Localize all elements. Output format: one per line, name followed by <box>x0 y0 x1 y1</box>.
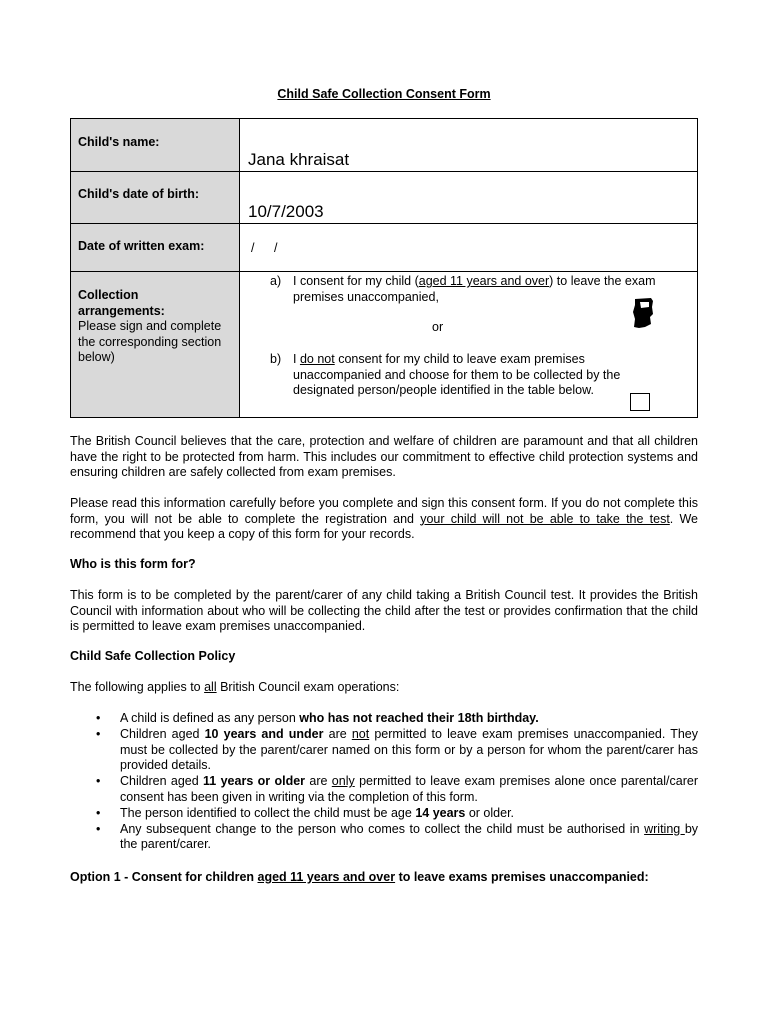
bullet-icon: • <box>96 774 101 789</box>
option-a-checkbox-filled[interactable] <box>631 297 655 329</box>
child-dob-value: 10/7/2003 <box>248 202 324 221</box>
intro-paragraph-1: The British Council believes that the care, protection and welfare of children are paramount and that all children have the right to be protected from harm. This includes our commitment to effective child protection systems and ensuring children are safely collected from exam premises. <box>70 434 698 479</box>
bullet-icon: • <box>96 821 101 836</box>
list-item: • Children aged 10 years and under are not permitted to leave exam premises unaccompanied. They must be collected by the parent/carer named on this form or by a person for whom the parent/carer has provided details. <box>96 726 699 773</box>
list-item: • A child is defined as any person who has not reached their 18th birthday. <box>96 711 539 725</box>
child-name-value: Jana khraisat <box>248 150 350 169</box>
exam-date-slash-2: / <box>274 241 278 255</box>
child-dob-label: Child's date of birth: <box>78 187 200 201</box>
bullet-icon: • <box>96 726 101 741</box>
child-name-field[interactable] <box>240 119 697 171</box>
option-b-marker: b) <box>270 352 282 366</box>
exam-date-row <box>71 224 697 272</box>
intro-paragraph-2: Please read this information carefully before you complete and sign this consent form. If you do not complete this form, you will not be able to complete the registration and your child will not be able to take the test. We recommend that you keep a copy of this form for your records. <box>70 496 698 541</box>
exam-date-label: Date of written exam: <box>78 239 205 253</box>
bullet-icon: • <box>96 805 101 820</box>
collection-row <box>71 272 697 417</box>
child-name-label: Child's name: <box>78 135 160 149</box>
collection-help-text: Please sign and complete the corresponding section below) <box>78 319 222 364</box>
policy-heading: Child Safe Collection Policy <box>70 649 236 663</box>
list-item: • Any subsequent change to the person who comes to collect the child must be authorised in writing by the parent/carer. <box>96 821 699 852</box>
child-dob-field[interactable] <box>240 172 697 223</box>
who-paragraph: This form is to be completed by the parent/carer of any child taking a British Council test. It provides the British Council with information about who will be collecting the child after the test or provides confirmation that the child is permitted to leave exam premises unaccompanied. <box>70 588 698 633</box>
list-item: • Children aged 11 years or older are only permitted to leave exam premises alone once parental/carer consent has been given in writing via the completion of this form. <box>96 774 698 804</box>
option-b-checkbox[interactable] <box>630 393 650 411</box>
option-1-heading: Option 1 - Consent for children aged 11 years and over to leave exams premises unaccompanied: <box>70 870 649 884</box>
or-separator: or <box>432 320 444 334</box>
option-a-text: I consent for my child (aged 11 years and over) to leave the exam premises unaccompanied, <box>293 274 656 304</box>
child-dob-row <box>71 172 697 224</box>
list-item: • The person identified to collect the child must be age 14 years or older. <box>96 805 515 820</box>
option-a-marker: a) <box>270 274 282 288</box>
form-title: Child Safe Collection Consent Form <box>277 87 491 101</box>
policy-intro: The following applies to all British Council exam operations: <box>70 680 400 694</box>
child-name-row <box>71 119 697 172</box>
exam-date-slash-1: / <box>251 241 255 255</box>
child-details-table <box>70 118 698 418</box>
option-b-text: I do not consent for my child to leave exam premises unaccompanied and choose for them to be collected by the designated person/people identified in the table below. <box>293 352 621 397</box>
exam-date-field[interactable] <box>240 224 697 271</box>
bullet-icon: • <box>96 711 101 725</box>
policy-bullet-list <box>70 711 698 853</box>
collection-label: Collection arrangements: <box>78 288 165 318</box>
who-heading: Who is this form for? <box>70 557 196 571</box>
